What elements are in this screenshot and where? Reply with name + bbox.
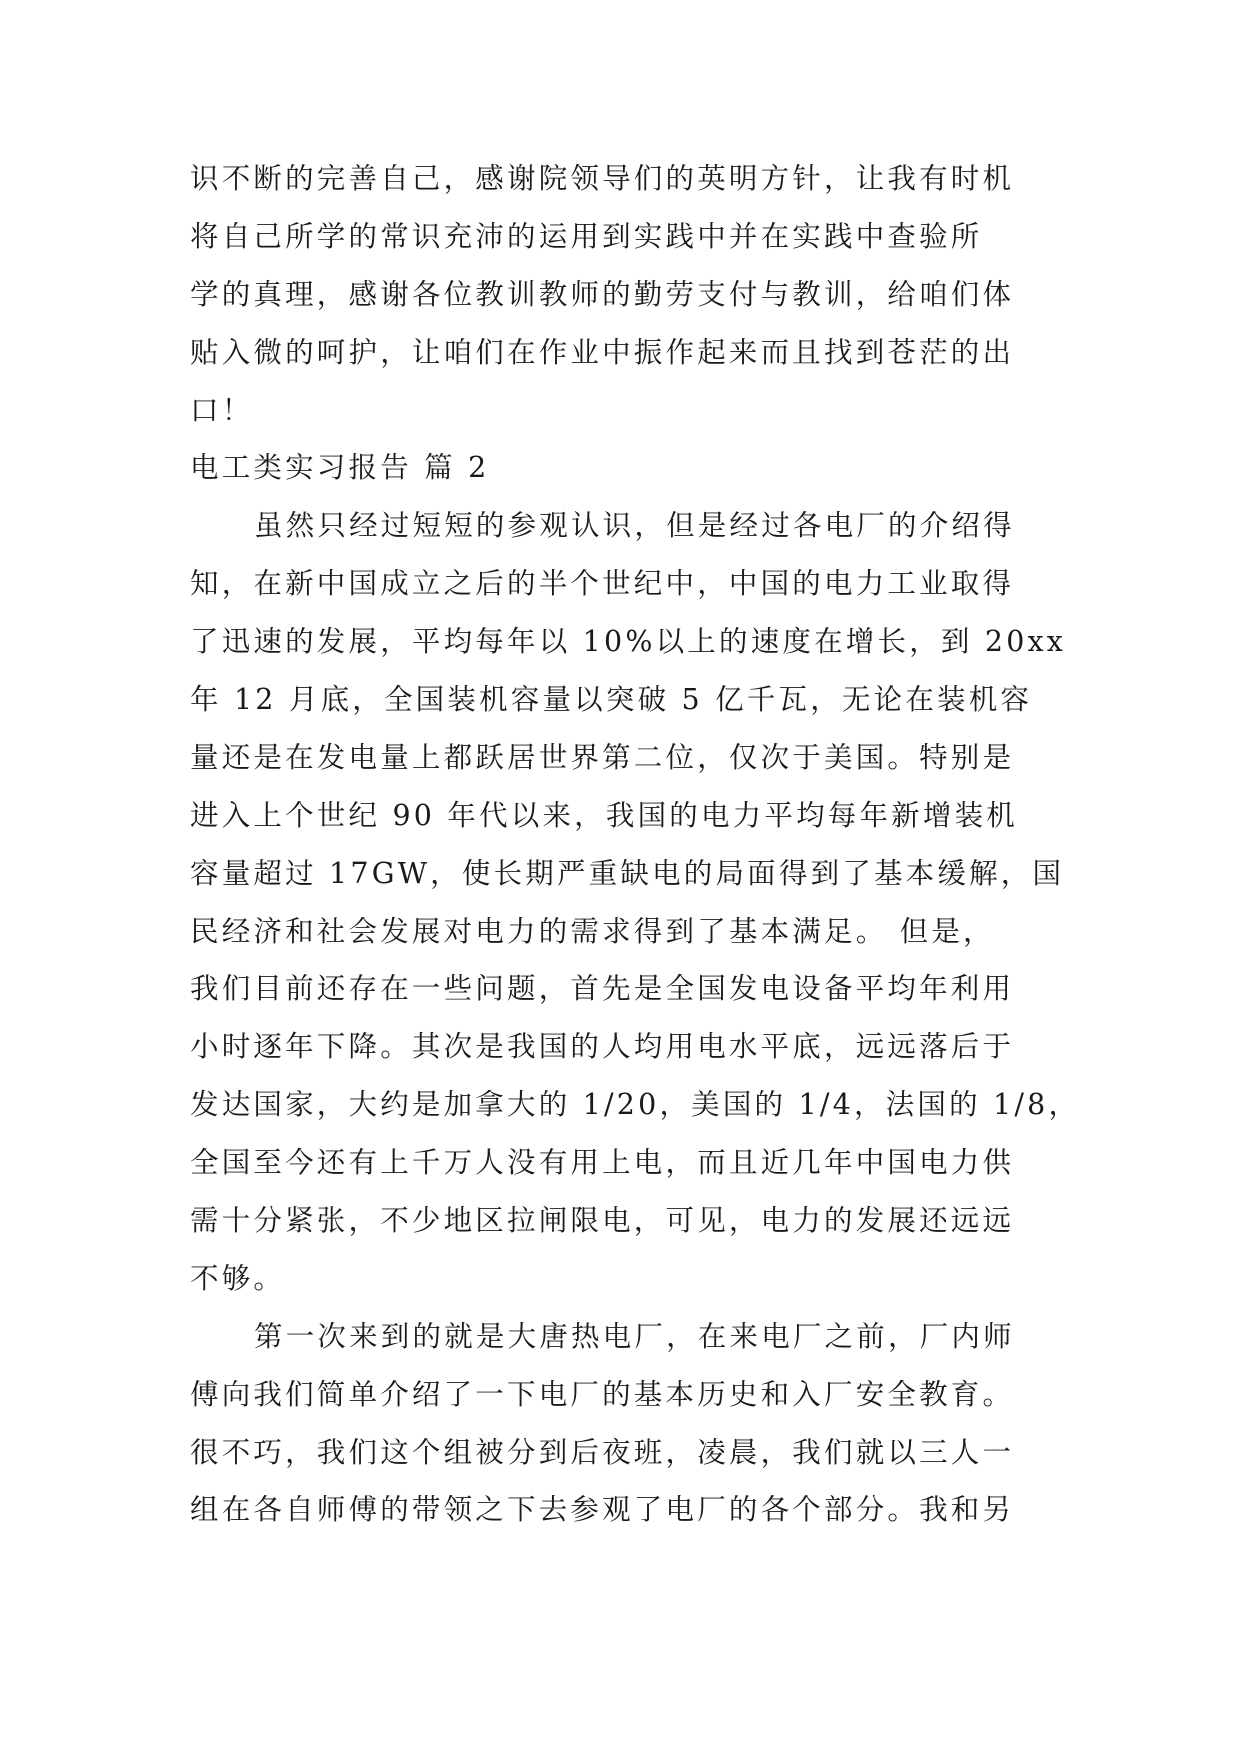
paragraph1-line-1: 虽然只经过短短的参观认识，但是经过各电厂的介绍得	[254, 509, 1015, 543]
intro-line-3: 学的真理，感谢各位教训教师的勤劳支付与教训，给咱们体	[190, 277, 1015, 311]
section-heading: 电工类实习报告 篇 2	[190, 451, 490, 485]
paragraph1-line-10: 小时逐年下降。其次是我国的人均用电水平底，远远落后于	[190, 1030, 1015, 1064]
paragraph2-line-1: 第一次来到的就是大唐热电厂，在来电厂之前，厂内师	[254, 1319, 1015, 1353]
intro-line-5: 口！	[190, 393, 254, 427]
document-body	[190, 150, 1081, 1539]
intro-line-2: 将自己所学的常识充沛的运用到实践中并在实践中查验所	[190, 219, 983, 253]
paragraph2-line-2: 傅向我们简单介绍了一下电厂的基本历史和入厂安全教育。	[190, 1377, 1015, 1411]
paragraph1-line-6: 进入上个世纪 90 年代以来，我国的电力平均每年新增装机	[190, 798, 1018, 832]
paragraph1-line-2: 知，在新中国成立之后的半个世纪中，中国的电力工业取得	[190, 567, 1015, 601]
paragraph1-line-13: 需十分紧张，不少地区拉闸限电，可见，电力的发展还远远	[190, 1204, 1015, 1238]
paragraph1-line-4: 年 12 月底，全国装机容量以突破 5 亿千瓦，无论在装机容	[190, 683, 1033, 717]
paragraph2-line-3: 很不巧，我们这个组被分到后夜班，凌晨，我们就以三人一	[190, 1435, 1015, 1469]
paragraph1-line-5: 量还是在发电量上都跃居世界第二位，仅次于美国。特别是	[190, 740, 1015, 774]
paragraph1-line-11: 发达国家，大约是加拿大的 1/20，美国的 1/4，法国的 1/8，	[190, 1088, 1081, 1122]
paragraph1-line-3: 了迅速的发展，平均每年以 10%以上的速度在增长，到 20xx	[190, 625, 1067, 659]
paragraph1-line-9: 我们目前还存在一些问题，首先是全国发电设备平均年利用	[190, 972, 1015, 1006]
paragraph1-line-14: 不够。	[190, 1261, 286, 1295]
paragraph1-line-8: 民经济和社会发展对电力的需求得到了基本满足。 但是，	[190, 914, 995, 948]
intro-line-4: 贴入微的呵护，让咱们在作业中振作起来而且找到苍茫的出	[190, 335, 1015, 369]
paragraph1-line-7: 容量超过 17GW，使长期严重缺电的局面得到了基本缓解，国	[190, 856, 1065, 890]
intro-line-1: 识不断的完善自己，感谢院领导们的英明方针，让我有时机	[190, 162, 1015, 195]
paragraph1-line-12: 全国至今还有上千万人没有用上电，而且近几年中国电力供	[190, 1146, 1015, 1180]
paragraph2-line-4: 组在各自师傅的带领之下去参观了电厂的各个部分。我和另	[190, 1493, 1015, 1527]
